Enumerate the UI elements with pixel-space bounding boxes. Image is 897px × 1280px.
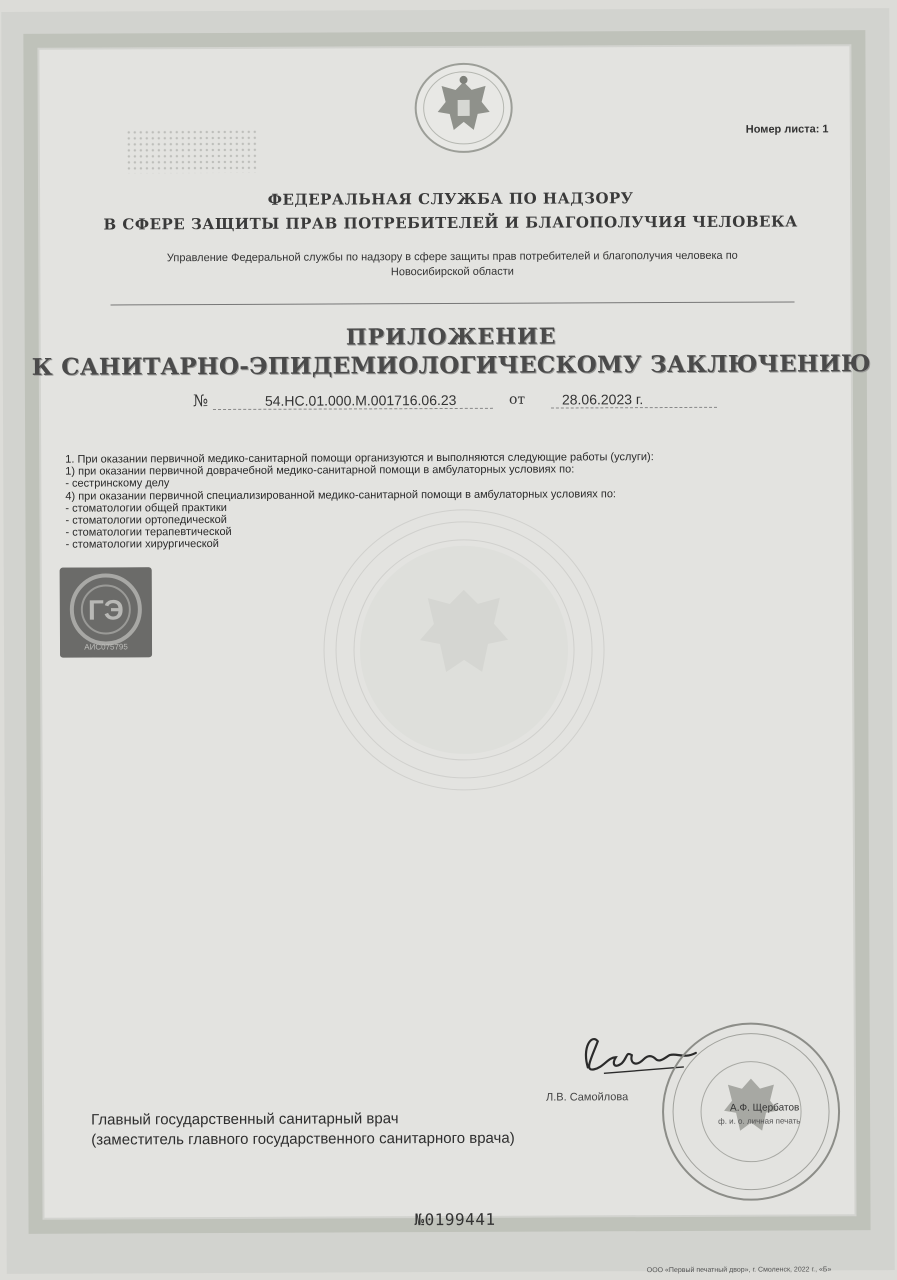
- signer-name: Л.В. Самойлова: [545, 1091, 629, 1104]
- watermark-rosette-icon: [303, 499, 624, 800]
- body-line: 1) при оказании первичной доврачебной медико-санитарной помощи в амбулаторных условиях по:: [65, 463, 575, 478]
- serial-number: №0199441: [414, 1209, 496, 1230]
- department-line2: Новосибирской области: [390, 265, 514, 279]
- agency-title-line1: ФЕДЕРАЛЬНАЯ СЛУЖБА ПО НАДЗОРУ: [267, 189, 634, 209]
- body-line: 1. При оказании первичной медико-санитарной помощи организуются и выполняются следующие работы (услуги):: [65, 451, 654, 466]
- printer-imprint: ООО «Первый печатный двор», г. Смоленск, 2022 г., «Б»: [646, 1266, 832, 1275]
- document-date: 28.06.2023 г.: [561, 391, 644, 408]
- emblem-icon: [411, 60, 515, 156]
- document-number: 54.НС.01.000.М.001716.06.23: [264, 391, 457, 409]
- hologram-code: АИС075795: [84, 642, 128, 652]
- body-line: - стоматологии терапевтической: [65, 526, 232, 539]
- from-label: от: [508, 391, 526, 408]
- body-line: 4) при оказании первичной специализированной медико-санитарной помощи в амбулаторных условиях по:: [65, 487, 617, 503]
- signer-position-line2: (заместитель главного государственного санитарного врача): [91, 1129, 515, 1149]
- security-pattern: [126, 129, 258, 174]
- department-name: [132, 249, 772, 282]
- body-line: - стоматологии хирургической: [65, 538, 219, 552]
- number-label: №: [192, 391, 209, 411]
- hologram-icon: [60, 567, 152, 657]
- department-line1: Управление Федеральной службы по надзору в сфере защиты прав потребителей и благополучия человека по: [166, 249, 738, 265]
- agency-title-line2: В СФЕРЕ ЗАЩИТЫ ПРАВ ПОТРЕБИТЕЛЕЙ И БЛАГОПОЛУЧИЯ ЧЕЛОВЕКА: [103, 212, 798, 234]
- signer-position-line1: Главный государственный санитарный врач: [91, 1110, 399, 1129]
- certificate-sheet: [1, 8, 894, 1274]
- sheet-number: Номер листа: 1: [745, 123, 829, 136]
- document-title: ПРИЛОЖЕНИЕ: [345, 323, 557, 351]
- body-line: - стоматологии ортопедической: [65, 513, 227, 527]
- seal-name: А.Ф. Щербатов: [730, 1102, 800, 1114]
- seal-subtitle: ф. и. о. личная печать: [718, 1116, 801, 1126]
- document-subtitle: К САНИТАРНО-ЭПИДЕМИОЛОГИЧЕСКОМУ ЗАКЛЮЧЕНИЮ: [31, 350, 871, 381]
- svg-text:ГЭ: ГЭ: [87, 594, 124, 626]
- body-line: - сестринскому делу: [65, 477, 170, 491]
- body-line: - стоматологии общей практики: [65, 501, 227, 515]
